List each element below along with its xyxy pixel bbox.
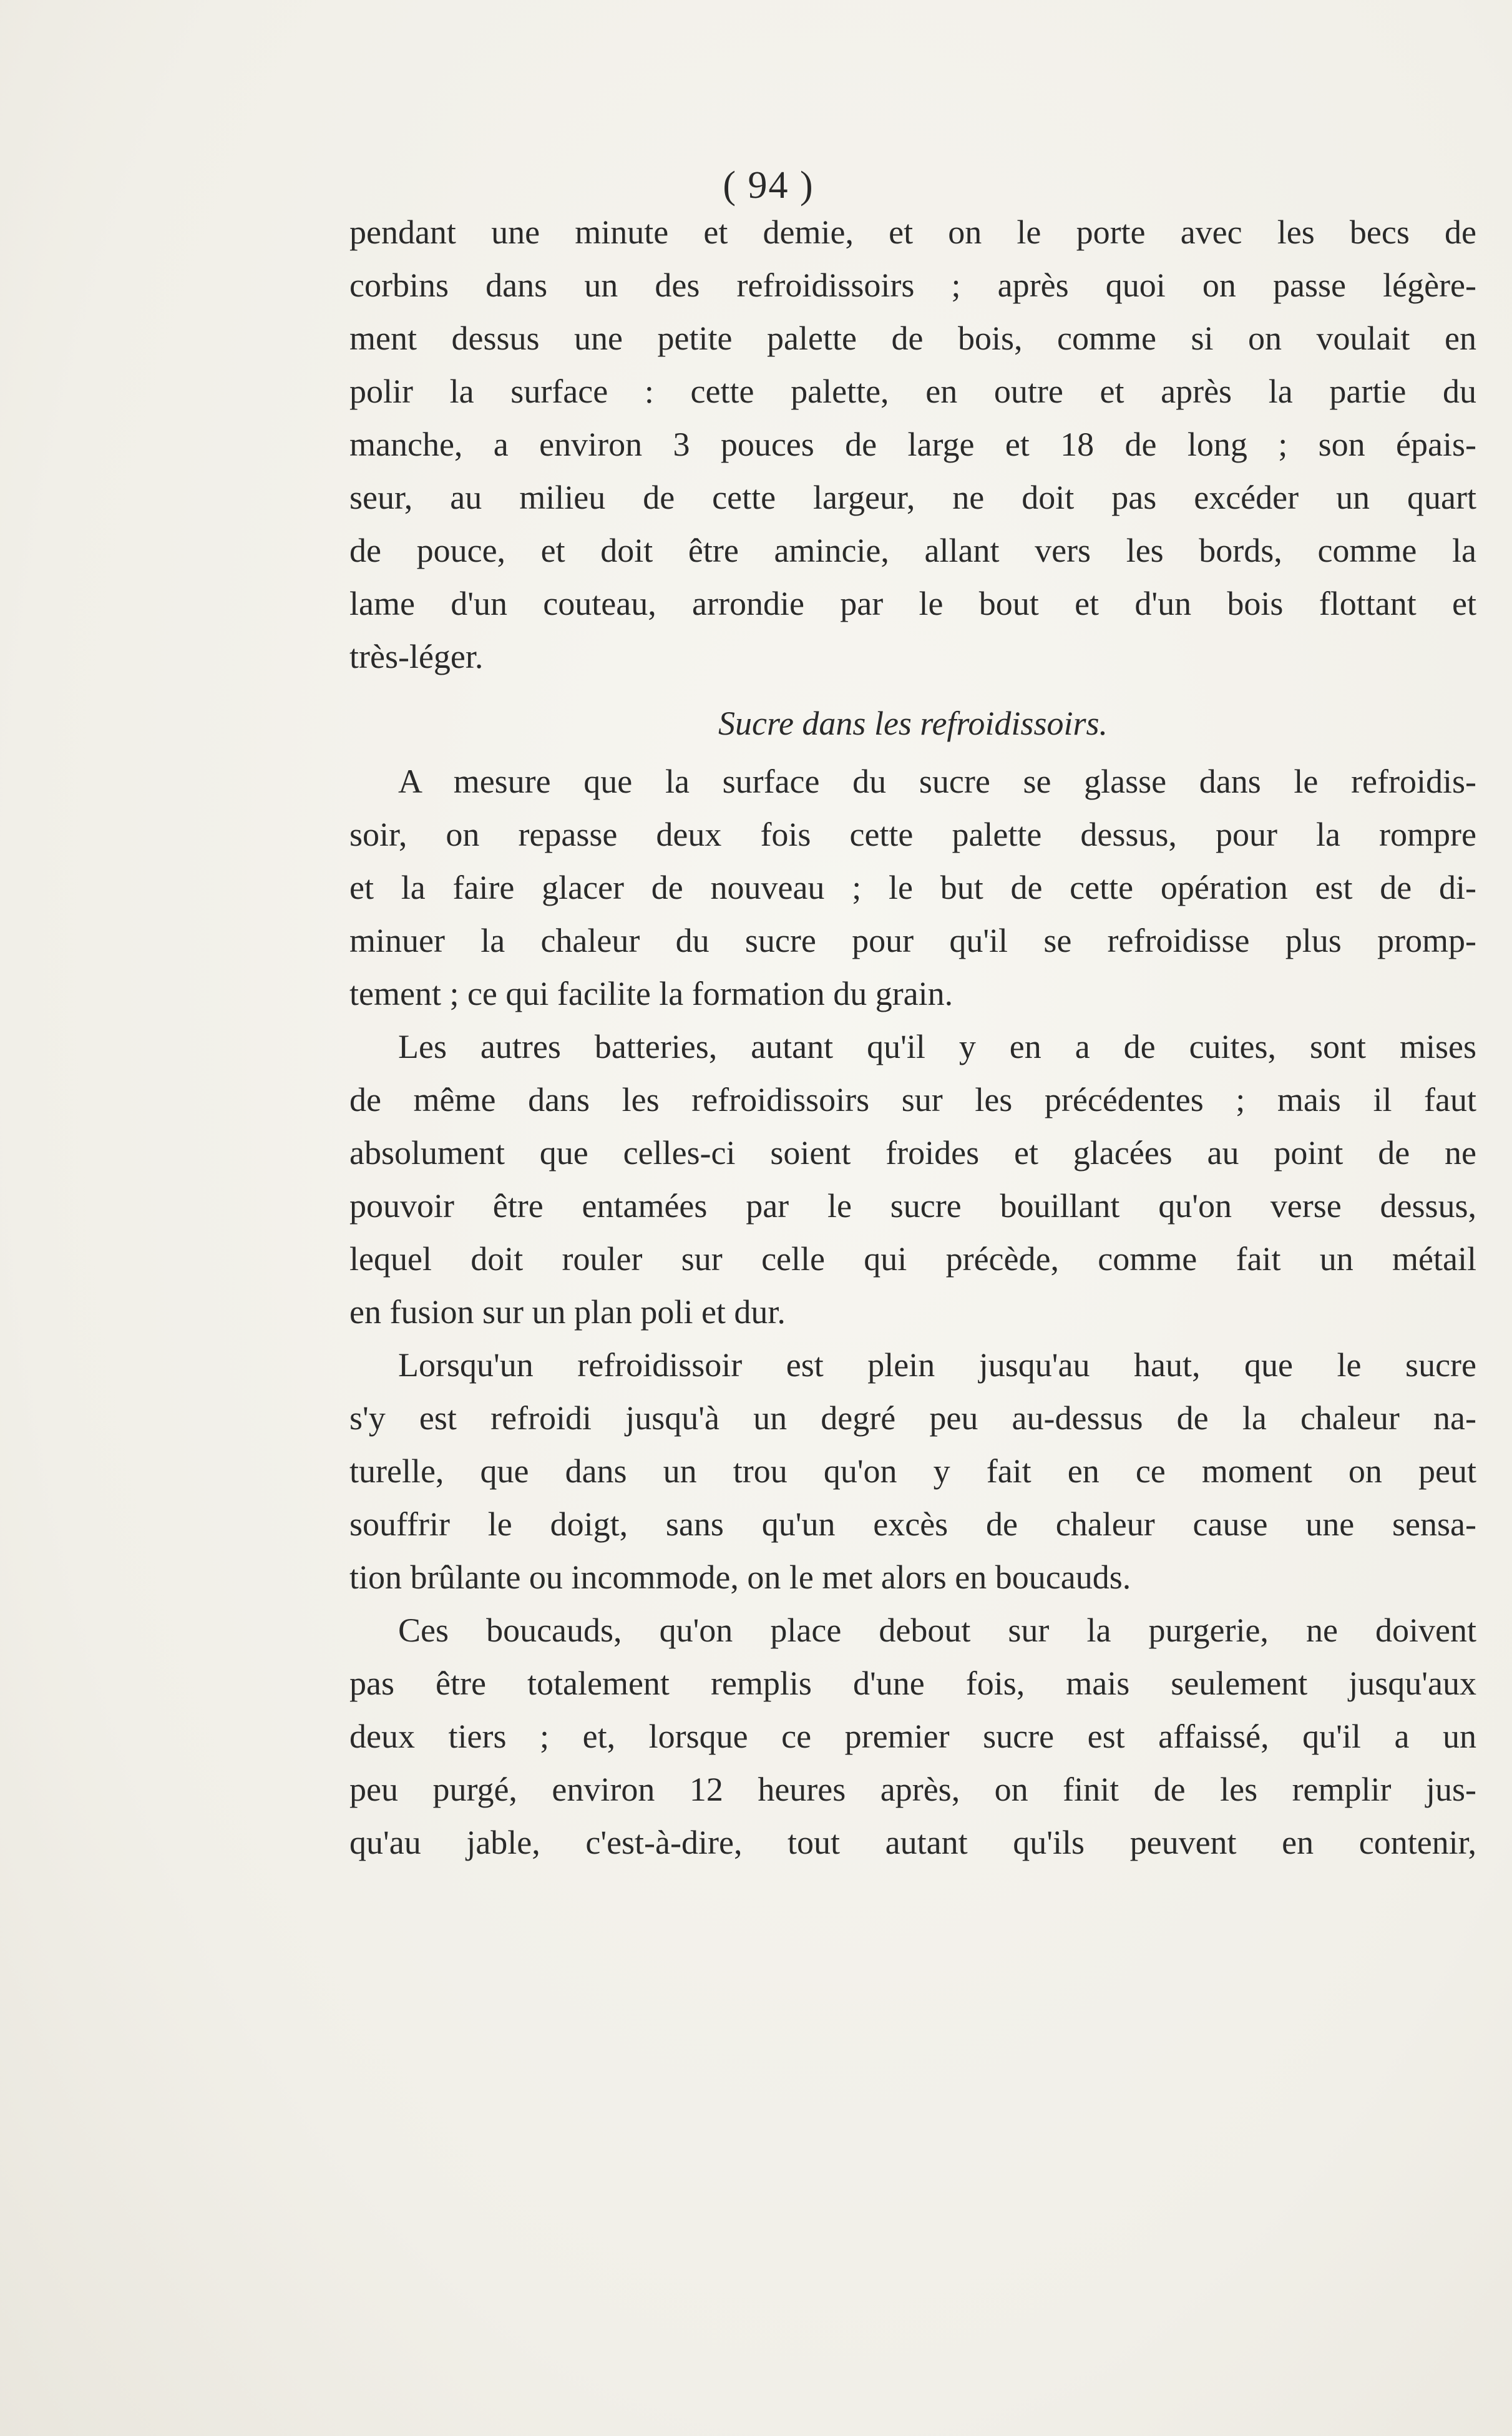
text-line: soir, on repasse deux fois cette palette dessus, pour la rompre — [349, 816, 1476, 853]
text-line: tion brûlante ou incommode, on le met alors en boucauds. — [349, 1558, 1131, 1596]
text-line: s'y est refroidi jusqu'à un degré peu au-dessus de la chaleur na- — [349, 1399, 1476, 1437]
paragraph-1 — [349, 206, 1476, 683]
text-line: Les autres batteries, autant qu'il y en a de cuites, sont mises — [398, 1028, 1476, 1065]
text-line: pouvoir être entamées par le sucre bouillant qu'on verse dessus, — [349, 1187, 1476, 1225]
text-line: peu purgé, environ 12 heures après, on finit de les remplir jus- — [349, 1771, 1476, 1808]
text-line: tement ; ce qui facilite la formation du grain. — [349, 975, 954, 1012]
text-line: en fusion sur un plan poli et dur. — [349, 1293, 786, 1331]
text-line: A mesure que la surface du sucre se glasse dans le refroidis- — [398, 763, 1476, 800]
text-line: de pouce, et doit être amincie, allant vers les bords, comme la — [349, 532, 1476, 569]
text-line: polir la surface : cette palette, en outre et après la partie du — [349, 373, 1476, 410]
body-text — [349, 206, 1476, 1869]
text-line: et la faire glacer de nouveau ; le but de cette opération est de di- — [349, 869, 1476, 906]
text-line: minuer la chaleur du sucre pour qu'il se refroidisse plus promp- — [349, 922, 1476, 959]
text-line: pas être totalement remplis d'une fois, mais seulement jusqu'aux — [349, 1665, 1476, 1702]
text-line: deux tiers ; et, lorsque ce premier sucre est affaissé, qu'il a un — [349, 1718, 1476, 1755]
text-line: corbins dans un des refroidissoirs ; après quoi on passe légère- — [349, 267, 1476, 304]
text-line: lequel doit rouler sur celle qui précède, comme fait un métail — [349, 1240, 1476, 1278]
text-line: de même dans les refroidissoirs sur les précédentes ; mais il faut — [349, 1081, 1476, 1118]
text-line: manche, a environ 3 pouces de large et 18 de long ; son épais- — [349, 426, 1476, 463]
text-line: très-léger. — [349, 638, 484, 675]
section-heading: Sucre dans les refroidissoirs. — [718, 705, 1108, 742]
paragraph-3 — [349, 1020, 1476, 1339]
text-line: turelle, que dans un trou qu'on y fait en ce moment on peut — [349, 1452, 1476, 1490]
page-number: ( 94 ) — [723, 164, 814, 207]
text-line: absolument que celles-ci soient froides et glacées au point de ne — [349, 1134, 1476, 1172]
text-line: Ces boucauds, qu'on place debout sur la purgerie, ne doivent — [398, 1612, 1476, 1649]
text-line: souffrir le doigt, sans qu'un excès de chaleur cause une sensa- — [349, 1505, 1476, 1543]
text-line: qu'au jable, c'est-à-dire, tout autant qu'ils peuvent en contenir, — [349, 1824, 1476, 1861]
text-line: Lorsqu'un refroidissoir est plein jusqu'au haut, que le sucre — [398, 1346, 1476, 1384]
text-line: lame d'un couteau, arrondie par le bout et d'un bois flottant et — [349, 585, 1476, 622]
paragraph-4 — [349, 1339, 1476, 1604]
text-line: seur, au milieu de cette largeur, ne doit pas excéder un quart — [349, 479, 1476, 516]
text-line: ment dessus une petite palette de bois, comme si on voulait en — [349, 320, 1476, 357]
paragraph-5 — [349, 1604, 1476, 1869]
paragraph-2 — [349, 755, 1476, 1020]
text-line: pendant une minute et demie, et on le porte avec les becs de — [349, 213, 1476, 251]
